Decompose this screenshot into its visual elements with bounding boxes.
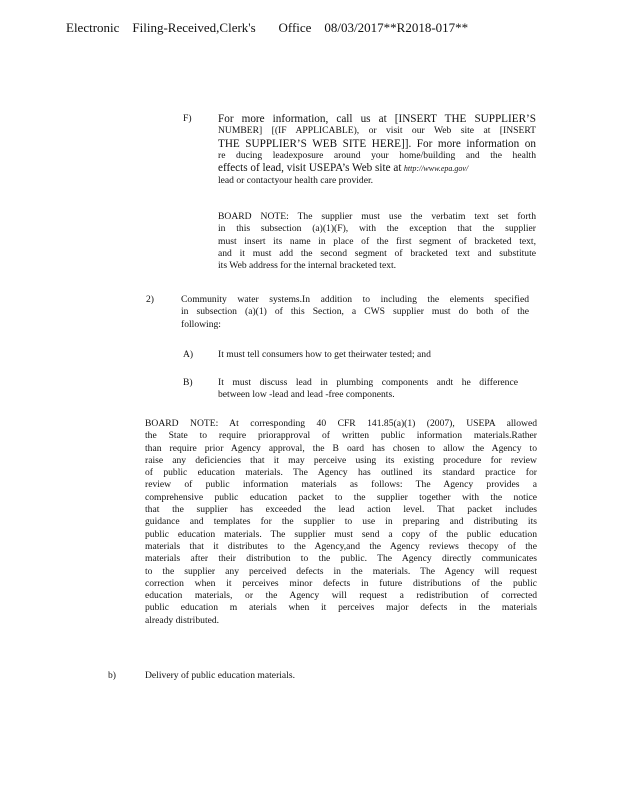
board-note-2-line: of public education materials. The Agency has outlined its standard practice for xyxy=(145,467,537,479)
item-f-line: For more information, call us at [INSERT THE SUPPLIER’S xyxy=(218,113,536,125)
board-note-1-line: in this subsection (a)(1)(F), with the exception that the supplier xyxy=(218,223,536,235)
item-b-lower-line: Delivery of public education materials. xyxy=(145,670,295,681)
item-b-label: B) xyxy=(183,377,193,388)
item-2-line: in subsection (a)(1) of this Section, a CWS supplier must do both of the xyxy=(181,306,529,318)
board-note-2-line: education materials, or the Agency will request a redistribution of corrected xyxy=(145,590,537,602)
item-f-line: THE SUPPLIER’S WEB SITE HERE]]. For more information on xyxy=(218,137,536,150)
board-note-2-line: review of public information materials as follows: The Agency provides a xyxy=(145,479,537,491)
item-f-line: NUMBER] [(IF APPLICABLE), or visit our Web site at [INSERT xyxy=(218,125,536,137)
item-f-text xyxy=(218,113,536,188)
item-a-line: It must tell consumers how to get theirwater tested; and xyxy=(218,349,431,360)
board-note-2-line: comprehensive public education packet to the supplier together with the notice xyxy=(145,491,537,503)
board-note-2-line: materials that it distributes to the Agency,and the Agency reviews thecopy of the xyxy=(145,540,537,552)
board-note-1 xyxy=(218,211,536,272)
board-note-2-line: BOARD NOTE: At corresponding 40 CFR 141.85(a)(1) (2007), USEPA allowed xyxy=(145,418,537,429)
item-f-line: re ducing leadexposure around your home/building and the health xyxy=(218,149,536,161)
item-a-text xyxy=(218,349,488,361)
board-note-2-line: public education materials. The supplier must send a copy of the public education xyxy=(145,528,537,540)
item-2-line: following: xyxy=(181,318,221,330)
board-note-2 xyxy=(145,418,537,627)
board-note-2-line: already distributed. xyxy=(145,614,220,626)
item-2-label: 2) xyxy=(146,294,154,305)
board-note-1-line: and it must add the second segment of bracketed text and substitute xyxy=(218,247,536,259)
item-f-line: effects of lead, visit USEPA’s Web site at xyxy=(218,162,402,175)
item-b-lower-text xyxy=(145,670,345,682)
board-note-2-line: guidance and templates for the supplier to use in preparing and distributing its xyxy=(145,516,537,528)
board-note-2-line: public education m aterials when it perceives major defects in the materials xyxy=(145,602,537,614)
board-note-2-line: than require prior Agency approval, the B oard has chosen to allow the Agency to xyxy=(145,442,537,454)
board-note-1-line: must insert its name in place of the first segment of bracketed text, xyxy=(218,235,536,247)
board-note-1-line: BOARD NOTE: The supplier must use the verbatim text set forth xyxy=(218,211,536,222)
item-b-line: between low -lead and lead -free components. xyxy=(218,389,395,401)
board-note-1-line: its Web address for the internal bracketed text. xyxy=(218,260,397,272)
item-a-label: A) xyxy=(183,349,194,360)
filing-header: Electronic Filing-Received,Clerk's Office 08/03/2017**R2018-017** xyxy=(66,20,469,35)
epa-url: http://www.epa.gov/ xyxy=(403,164,469,174)
board-note-2-line: correction when it perceives minor defects in future distributions of the public xyxy=(145,577,537,589)
item-b-lower-label: b) xyxy=(108,670,116,681)
board-note-2-line: the State to require priorapproval of written public information materials.Rather xyxy=(145,430,537,442)
item-f-line: lead or contactyour health care provider. xyxy=(218,175,374,187)
item-b-line: It must discuss lead in plumbing components andt he difference xyxy=(218,377,518,388)
item-b-text xyxy=(218,377,518,402)
item-f-label: F) xyxy=(183,113,192,124)
board-note-2-line: raise any deficiencies that it may perceive using its existing procedure for review xyxy=(145,454,537,466)
board-note-2-line: that the supplier has exceeded the lead action level. That packet includes xyxy=(145,504,537,516)
board-note-2-line: materials after their distribution to the public. The Agency directly communicates xyxy=(145,553,537,565)
item-2-line: Community water systems.In addition to including the elements specified xyxy=(181,294,529,305)
board-note-2-line: to the supplier any perceived defects in the materials. The Agency will request xyxy=(145,565,537,577)
item-2-text xyxy=(181,294,529,331)
